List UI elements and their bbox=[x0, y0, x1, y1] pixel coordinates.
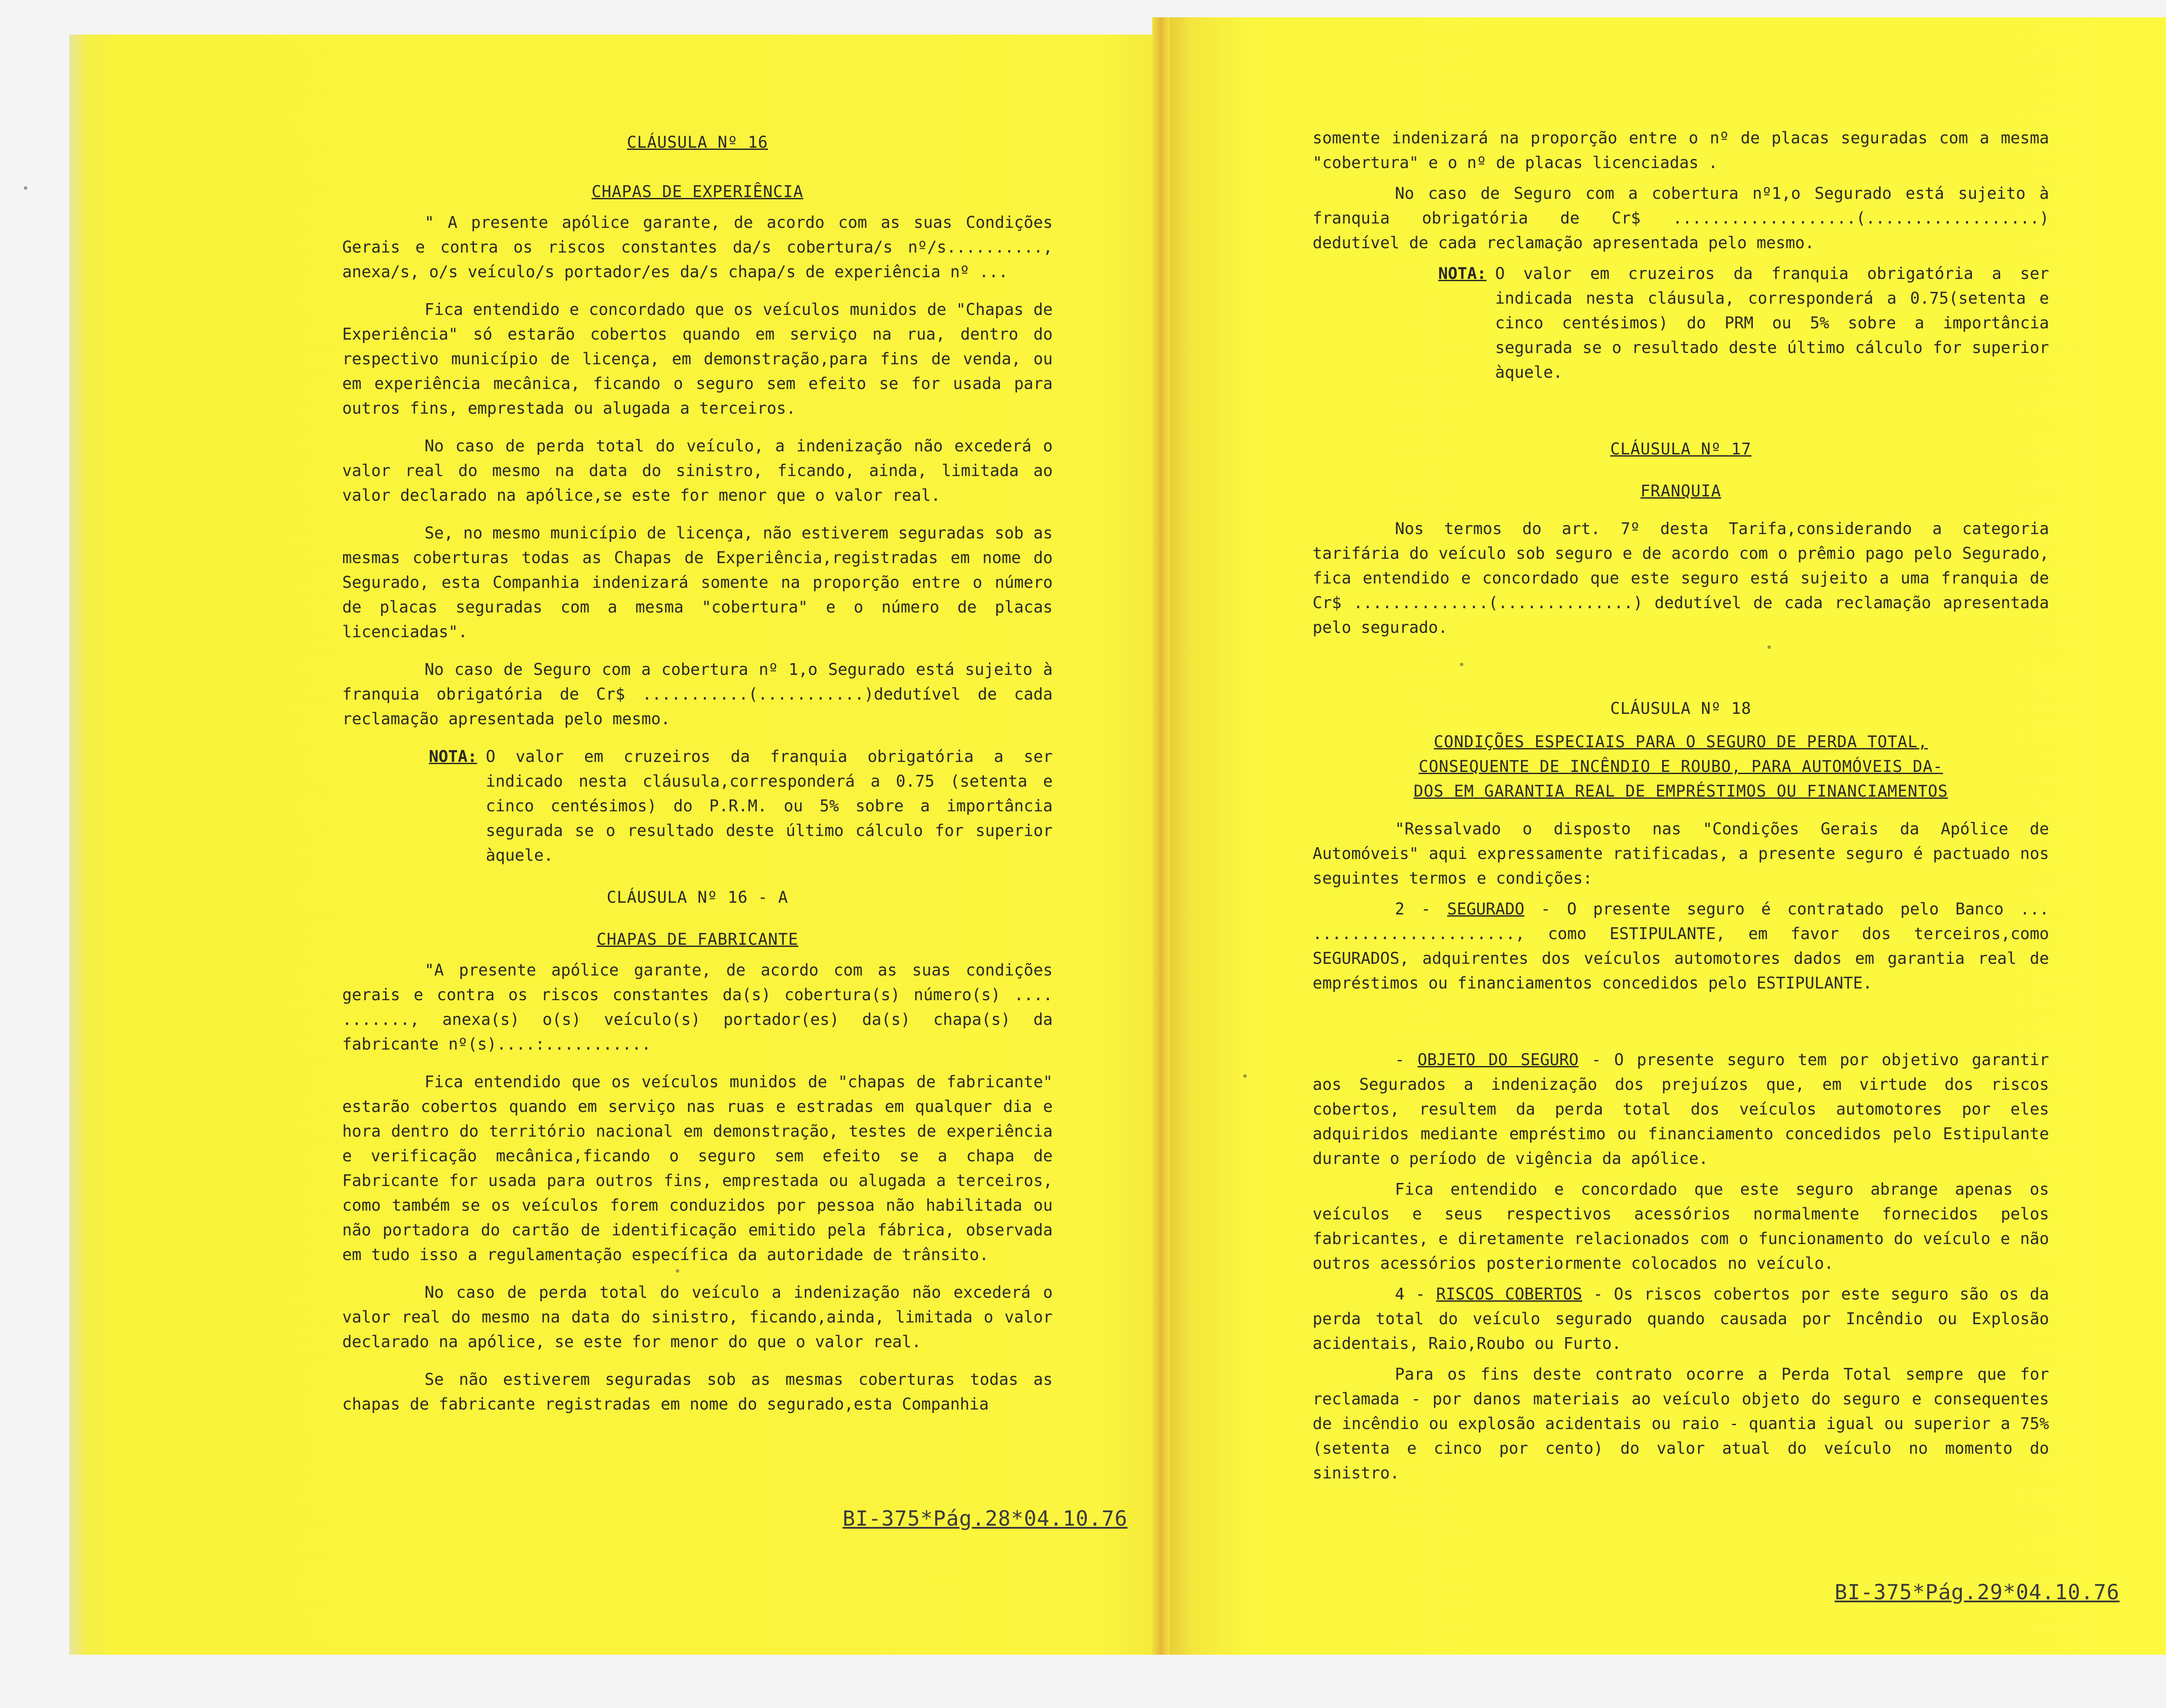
item-text: - O presente seguro tem por objetivo garantir aos Segurados a indenização dos prejuízos que, em virtude dos riscos cobertos, resultem da perda total dos veículos automotores por eles adquiridos mediante empréstimo ou financiamento concedidos pelo Estipulante durante o período de vigência da apólice. bbox=[1313, 1050, 2049, 1168]
item-label: RISCOS COBERTOS bbox=[1436, 1285, 1582, 1303]
clause-16-subtitle: CHAPAS DE EXPERIÊNCIA bbox=[591, 182, 804, 201]
clause-18-item-2 bbox=[1313, 897, 2049, 995]
right-page-footer: BI-375*Pág.29*04.10.76 bbox=[1835, 1580, 2120, 1604]
clause-16a-title: CLÁUSULA Nº 16 - A bbox=[606, 888, 788, 907]
item-number: - bbox=[1395, 1050, 1418, 1069]
clause-17-title: CLÁUSULA Nº 17 bbox=[1610, 440, 1751, 458]
clause-16a-paragraph-3: No caso de perda total do veículo a indenização não excederá o valor real do mesmo na data do sinistro, ficando,ainda, limitada o valor declarado na apólice, se este for menor do que o valor real. bbox=[342, 1283, 1053, 1351]
scan-speck bbox=[1243, 1074, 1247, 1078]
left-page-text bbox=[342, 130, 1053, 1416]
clause-16-paragraph-2: Fica entendido e concordado que os veículos munidos de "Chapas de Experiência" só estarão cobertos quando em serviço na rua, dentro do respectivo município de licença, em demonstração,para fins de venda, ou em experiência mecânica, ficando o seguro sem efeito se for usada para outros fins, emprestada ou alugada a terceiros. bbox=[342, 300, 1053, 418]
item-text: - Os riscos cobertos por este seguro são os da perda total do veículo segurado quando causada por Incêndio ou Explosão acidentais, Raio,Roubo ou Furto. bbox=[1313, 1285, 2049, 1353]
clause-16-title: CLÁUSULA Nº 16 bbox=[627, 133, 768, 152]
clause-17-subtitle: FRANQUIA bbox=[1640, 482, 1722, 500]
left-page-footer: BI-375*Pág.28*04.10.76 bbox=[843, 1507, 1128, 1531]
clause-16-paragraph-3: No caso de perda total do veículo, a indenização não excederá o valor real do mesmo na data do sinistro, ficando, ainda, limitada ao valor declarado na apólice,se este for menor que o valor real. bbox=[342, 437, 1053, 505]
scan-speck bbox=[1767, 645, 1771, 649]
clause-16-note bbox=[342, 744, 1053, 868]
clause-16-paragraph-1: " A presente apólice garante, de acordo com as suas Condições Gerais e contra os riscos constantes da/s cobertura/s nº/s.........., anexa/s, o/s veículo/s portador/es da/s chapa/s de experiência nº ... bbox=[342, 213, 1053, 281]
continuation-paragraph-1: somente indenizará na proporção entre o nº de placas seguradas com a mesma "cobertura" e o nº de placas licenciadas . bbox=[1313, 129, 2049, 172]
continuation-paragraph-2: No caso de Seguro com a cobertura nº1,o Segurado está sujeito à franquia obrigatória de Cr$ ...................(..................) dedutível de cada reclamação apresentada pelo mesmo. bbox=[1313, 184, 2049, 252]
right-page-text bbox=[1313, 126, 2049, 1485]
clause-16a-paragraph-2: Fica entendido que os veículos munidos de "chapas de fabricante" estarão cobertos quando em serviço nas ruas e estradas em qualquer dia e hora dentro do território nacional em demonstração, testes de experiência e verificação mecânica,ficando o seguro sem efeito se a chapa de Fabricante for usada para outros fins, emprestada ou alugada a terceiros, como também se os veículos forem conduzidos por pessoa não habilitada ou não portadora do cartão de identificação emitido pela fábrica, observada em tudo isso a regulamentação específica da autoridade de trânsito. bbox=[342, 1073, 1053, 1264]
scan-speck bbox=[676, 1269, 679, 1273]
clause-16a-paragraph-4: Se não estiverem seguradas sob as mesmas coberturas todas as chapas de fabricante registradas em nome do segurado,esta Companhia bbox=[342, 1370, 1053, 1413]
scan-speck bbox=[1460, 663, 1463, 666]
clause-18-paragraph-1: "Ressalvado o disposto nas "Condições Gerais da Apólice de Automóveis" aqui expressamente ratificadas, a presente seguro é pactuado nos seguintes termos e condições: bbox=[1313, 820, 2049, 888]
clause-18-paragraph-5: Para os fins deste contrato ocorre a Perda Total sempre que for reclamada - por danos materiais ao veículo objeto do seguro e consequentes de incêndio ou explosão acidentais ou raio - quantia igual ou superior a 75% (setenta e cinco por cento) do valor atual do veículo no momento do sinistro. bbox=[1313, 1365, 2049, 1482]
item-label: OBJETO DO SEGURO bbox=[1417, 1050, 1579, 1069]
book-gutter bbox=[1152, 17, 1170, 1655]
note-label: NOTA: bbox=[1438, 264, 1487, 283]
clause-18-title: CLÁUSULA Nº 18 bbox=[1610, 699, 1751, 718]
item-number: 2 - bbox=[1395, 900, 1447, 918]
note-label: NOTA: bbox=[429, 747, 477, 766]
scan-speck bbox=[24, 186, 27, 190]
clause-16a-subtitle: CHAPAS DE FABRICANTE bbox=[597, 930, 798, 949]
item-number: 4 - bbox=[1395, 1285, 1436, 1303]
note-text: O valor em cruzeiros da franquia obrigatória a ser indicada nesta cláusula, corresponderá a 0.75(setenta e cinco centésimos) do PRM ou 5% sobre a importância segurada se o resultado deste último cálculo for superior àquele. bbox=[1495, 264, 2049, 382]
note-text: O valor em cruzeiros da franquia obrigatória a ser indicado nesta cláusula,corresponderá a 0.75 (setenta e cinco centésimos) do P.R.M. ou 5% sobre a importância segurada se o resultado deste último cálculo for superior àquele. bbox=[486, 747, 1053, 865]
continuation-note bbox=[1313, 261, 2049, 385]
clause-18-subtitle-line-2: CONSEQUENTE DE INCÊNDIO E ROUBO, PARA AUTOMÓVEIS DA- bbox=[1418, 757, 1943, 776]
item-label: SEGURADO bbox=[1447, 900, 1524, 918]
clause-18-paragraph-3: Fica entendido e concordado que este seguro abrange apenas os veículos e seus respectivos acessórios normalmente fornecidos pelos fabricantes, e diretamente relacionados com o funcionamento do veículo e não outros acessórios posteriormente colocados no veículo. bbox=[1313, 1180, 2049, 1273]
clause-18-subtitle-line-1: CONDIÇÕES ESPECIAIS PARA O SEGURO DE PERDA TOTAL, bbox=[1433, 732, 1928, 751]
item-text: - O presente seguro é contratado pelo Banco ... ....................., como ESTIPULANTE, em favor dos terceiros,como SEGURADOS, adquirentes dos veículos automotores dados em garantia real de empréstimos ou financiamentos concedidos pelo ESTIPULANTE. bbox=[1313, 900, 2049, 992]
clause-16-paragraph-5: No caso de Seguro com a cobertura nº 1,o Segurado está sujeito à franquia obrigatória de Cr$ ...........(...........)dedutível de cada reclamação apresentada pelo mesmo. bbox=[342, 660, 1053, 728]
clause-18-item-4 bbox=[1313, 1282, 2049, 1356]
clause-18-subtitle-line-3: DOS EM GARANTIA REAL DE EMPRÉSTIMOS OU FINANCIAMENTOS bbox=[1414, 782, 1948, 801]
clause-16-paragraph-4: Se, no mesmo município de licença, não estiverem seguradas sob as mesmas coberturas todas as Chapas de Experiência,registradas em nome do Segurado, esta Companhia indenizará somente na proporção entre o número de placas seguradas com a mesma "cobertura" e o número de placas licenciadas". bbox=[342, 524, 1053, 641]
clause-17-paragraph-1: Nos termos do art. 7º desta Tarifa,considerando a categoria tarifária do veículo sob seguro e de acordo com o prêmio pago pelo Segurado, fica entendido e concordado que este seguro está sujeito a uma franquia de Cr$ ..............(..............) dedutível de cada reclamação apresentada pelo segurado. bbox=[1313, 519, 2049, 637]
clause-16a-paragraph-1: "A presente apólice garante, de acordo com as suas condições gerais e contra os riscos constantes da(s) cobertura(s) número(s) .... ......., anexa(s) o(s) veículo(s) portador(es) da(s) chapa(s) da fabricante nº(s)....:........... bbox=[342, 961, 1053, 1053]
clause-18-item-3 bbox=[1313, 1047, 2049, 1171]
